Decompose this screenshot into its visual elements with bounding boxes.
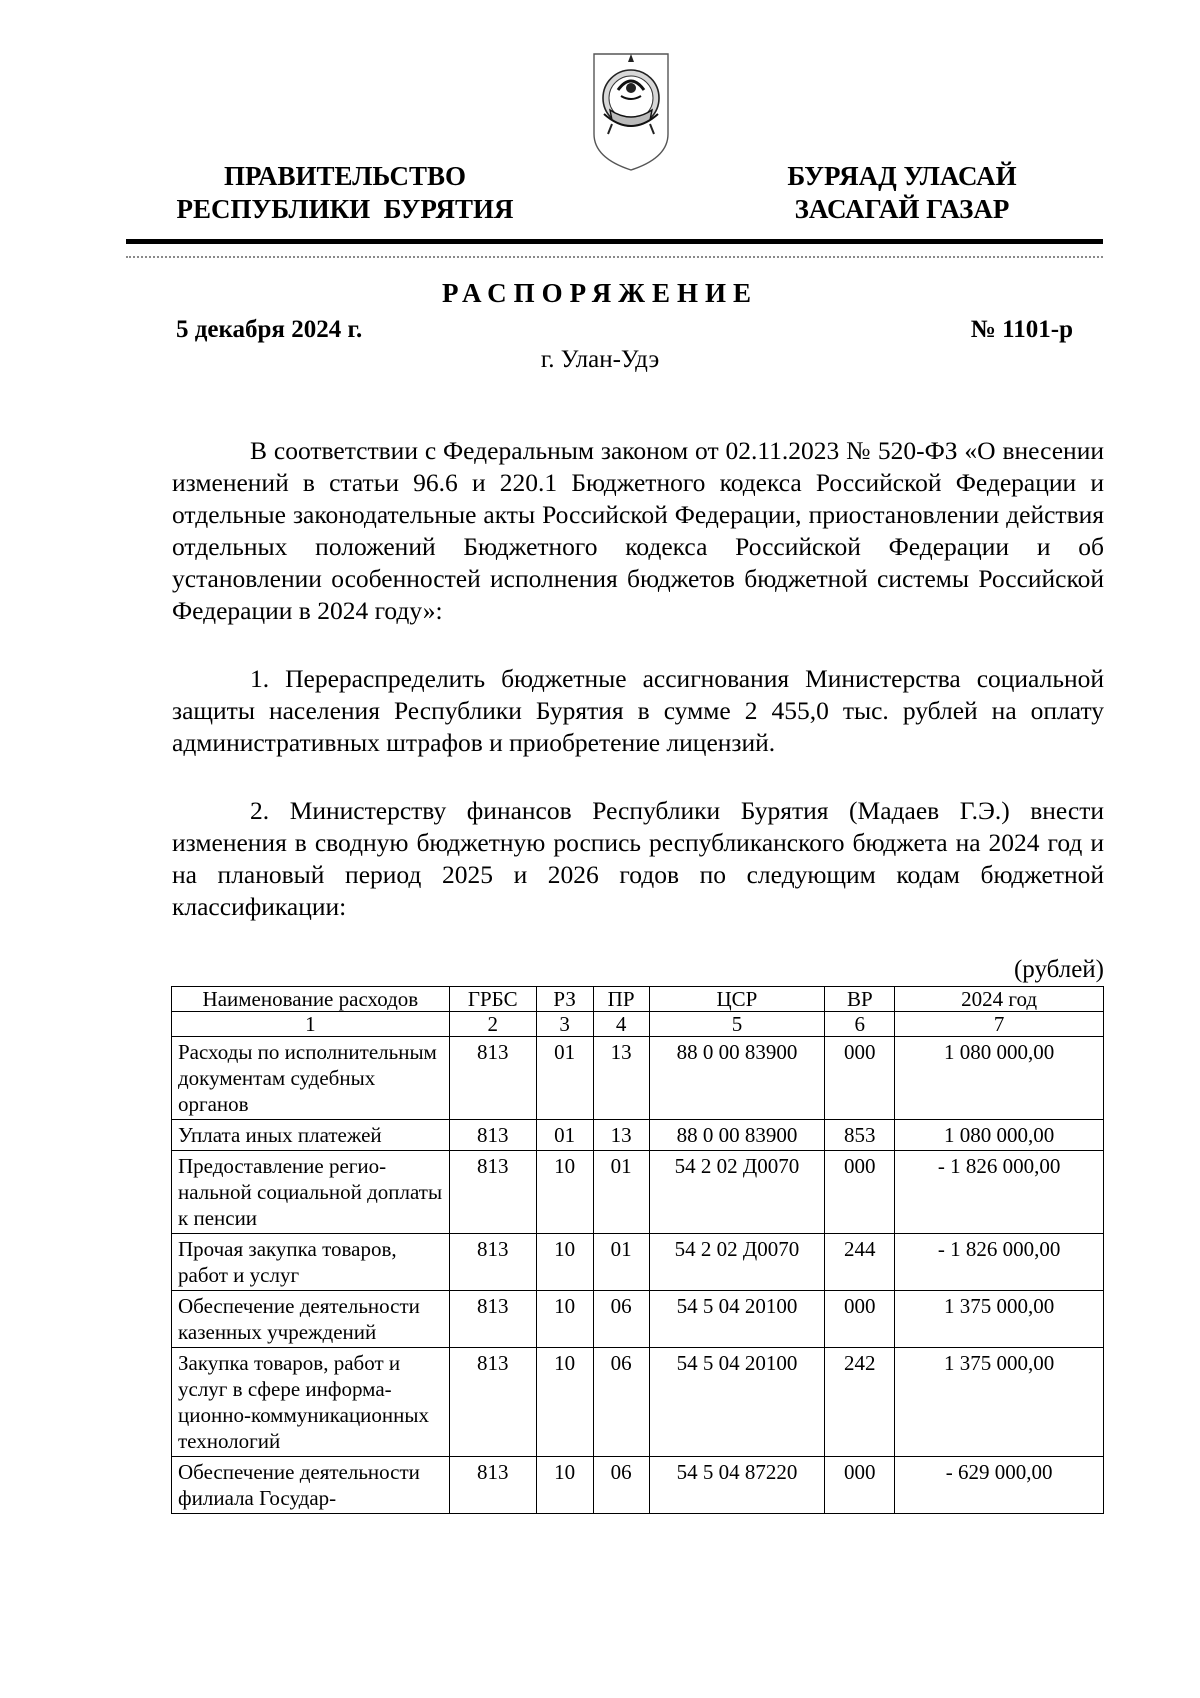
budget-table [171,986,1104,1514]
pr-code: 06 [593,1291,649,1348]
amount-2024: - 1 826 000,00 [895,1234,1104,1291]
amount-2024: 1 080 000,00 [895,1037,1104,1120]
gov-right-line1: БУРЯАД УЛАСАЙ [787,161,1017,191]
preamble-paragraph [172,435,1104,627]
government-name-buryat [752,160,1052,226]
rz-code: 10 [536,1457,593,1514]
pr-code: 06 [593,1348,649,1457]
column-number: 5 [649,1012,825,1037]
gov-left-line1: ПРАВИТЕЛЬСТВО [223,161,467,191]
header-cell: ГРБС [449,987,536,1012]
expense-name: Предоставление региональной социальной доплаты к пенсии [172,1151,450,1234]
grbs-code: 813 [449,1457,536,1514]
rz-code: 01 [536,1037,593,1120]
document-date: 5 декабря 2024 г. [176,316,363,343]
table-header-row [172,987,1104,1012]
header-cell: Наименование расходов [172,987,450,1012]
header-cell: ЦСР [649,987,825,1012]
header-divider-thin [126,256,1103,258]
expense-name: Прочая закупка товаров, работ и услуг [172,1234,450,1291]
header-cell: ВР [825,987,895,1012]
vr-code: 853 [825,1120,895,1151]
amount-2024: - 629 000,00 [895,1457,1104,1514]
amount-2024: 1 375 000,00 [895,1348,1104,1457]
gov-right-line2: ЗАСАГАЙ ГАЗАР [794,194,1010,224]
document-number: № 1101-р [970,316,1073,343]
column-number: 6 [825,1012,895,1037]
header-cell: 2024 год [895,987,1104,1012]
table-column-numbers-row [172,1012,1104,1037]
column-number: 4 [593,1012,649,1037]
vr-code: 000 [825,1291,895,1348]
grbs-code: 813 [449,1234,536,1291]
item-2-text: 2. Министерству финансов Республики Бурятия (Мадаев Г.Э.) внести изменения в сводную бюджетную роспись республиканского бюджета на 2024 год и на плановый период 2025 и 2026 годов по следующим кодам бюджетной классификации: [172,796,1104,921]
table-row [172,1348,1104,1457]
vr-code: 000 [825,1151,895,1234]
rz-code: 01 [536,1120,593,1151]
table-row [172,1120,1104,1151]
header-cell: ПР [593,987,649,1012]
column-number: 3 [536,1012,593,1037]
csr-code: 88 0 00 83900 [649,1037,825,1120]
header-cell: РЗ [536,987,593,1012]
pr-code: 01 [593,1234,649,1291]
csr-code: 54 5 04 20100 [649,1291,825,1348]
csr-code: 54 5 04 20100 [649,1348,825,1457]
csr-code: 88 0 00 83900 [649,1120,825,1151]
table-row [172,1234,1104,1291]
table-row [172,1457,1104,1514]
csr-code: 54 2 02 Д0070 [649,1234,825,1291]
rz-code: 10 [536,1291,593,1348]
column-number: 1 [172,1012,450,1037]
grbs-code: 813 [449,1120,536,1151]
gov-left-line2: РЕСПУБЛИКИ БУРЯТИЯ [176,194,514,224]
expense-name: Уплата иных платежей [172,1120,450,1151]
table-units: (рублей) [1013,956,1104,983]
document-city: г. Улан-Удэ [540,346,660,373]
amount-2024: - 1 826 000,00 [895,1151,1104,1234]
pr-code: 13 [593,1037,649,1120]
table-row [172,1151,1104,1234]
grbs-code: 813 [449,1291,536,1348]
item-1-paragraph [172,663,1104,759]
coat-of-arms-emblem [588,50,674,174]
csr-code: 54 5 04 87220 [649,1457,825,1514]
csr-code: 54 2 02 Д0070 [649,1151,825,1234]
document-type-title: РАСПОРЯЖЕНИЕ [441,278,759,308]
grbs-code: 813 [449,1151,536,1234]
column-number: 2 [449,1012,536,1037]
table-row [172,1037,1104,1120]
grbs-code: 813 [449,1348,536,1457]
header-divider-thick [126,239,1103,244]
item-1-text: 1. Перераспределить бюджетные ассигнования Министерства социальной защиты населения Республики Бурятия в сумме 2 455,0 тыс. рублей на оплату административных штрафов и приобретение лицензий. [172,664,1104,757]
table-row [172,1291,1104,1348]
amount-2024: 1 080 000,00 [895,1120,1104,1151]
amount-2024: 1 375 000,00 [895,1291,1104,1348]
vr-code: 244 [825,1234,895,1291]
preamble-text: В соответствии с Федеральным законом от 02.11.2023 № 520-ФЗ «О внесении изменений в статьи 96.6 и 220.1 Бюджетного кодекса Российской Федерации и отдельные законодательные акты Российской Федерации, приостановлении действия отдельных положений Бюджетного кодекса Российской Федерации и об установлении особенностей исполнения бюджетов бюджетной системы Российской Федерации в 2024 году»: [172,436,1104,625]
expense-name: Расходы по исполнительным документам судебных органов [172,1037,450,1120]
government-name-russian [165,160,525,226]
expense-name: Обеспечение деятельности казенных учреждений [172,1291,450,1348]
rz-code: 10 [536,1234,593,1291]
vr-code: 242 [825,1348,895,1457]
pr-code: 01 [593,1151,649,1234]
vr-code: 000 [825,1457,895,1514]
rz-code: 10 [536,1348,593,1457]
expense-name: Обеспечение деятельности филиала Государ- [172,1457,450,1514]
pr-code: 06 [593,1457,649,1514]
rz-code: 10 [536,1151,593,1234]
expense-name: Закупка товаров, работ и услуг в сфере информационно-коммуникационных технологий [172,1348,450,1457]
column-number: 7 [895,1012,1104,1037]
item-2-paragraph [172,795,1104,923]
grbs-code: 813 [449,1037,536,1120]
pr-code: 13 [593,1120,649,1151]
vr-code: 000 [825,1037,895,1120]
